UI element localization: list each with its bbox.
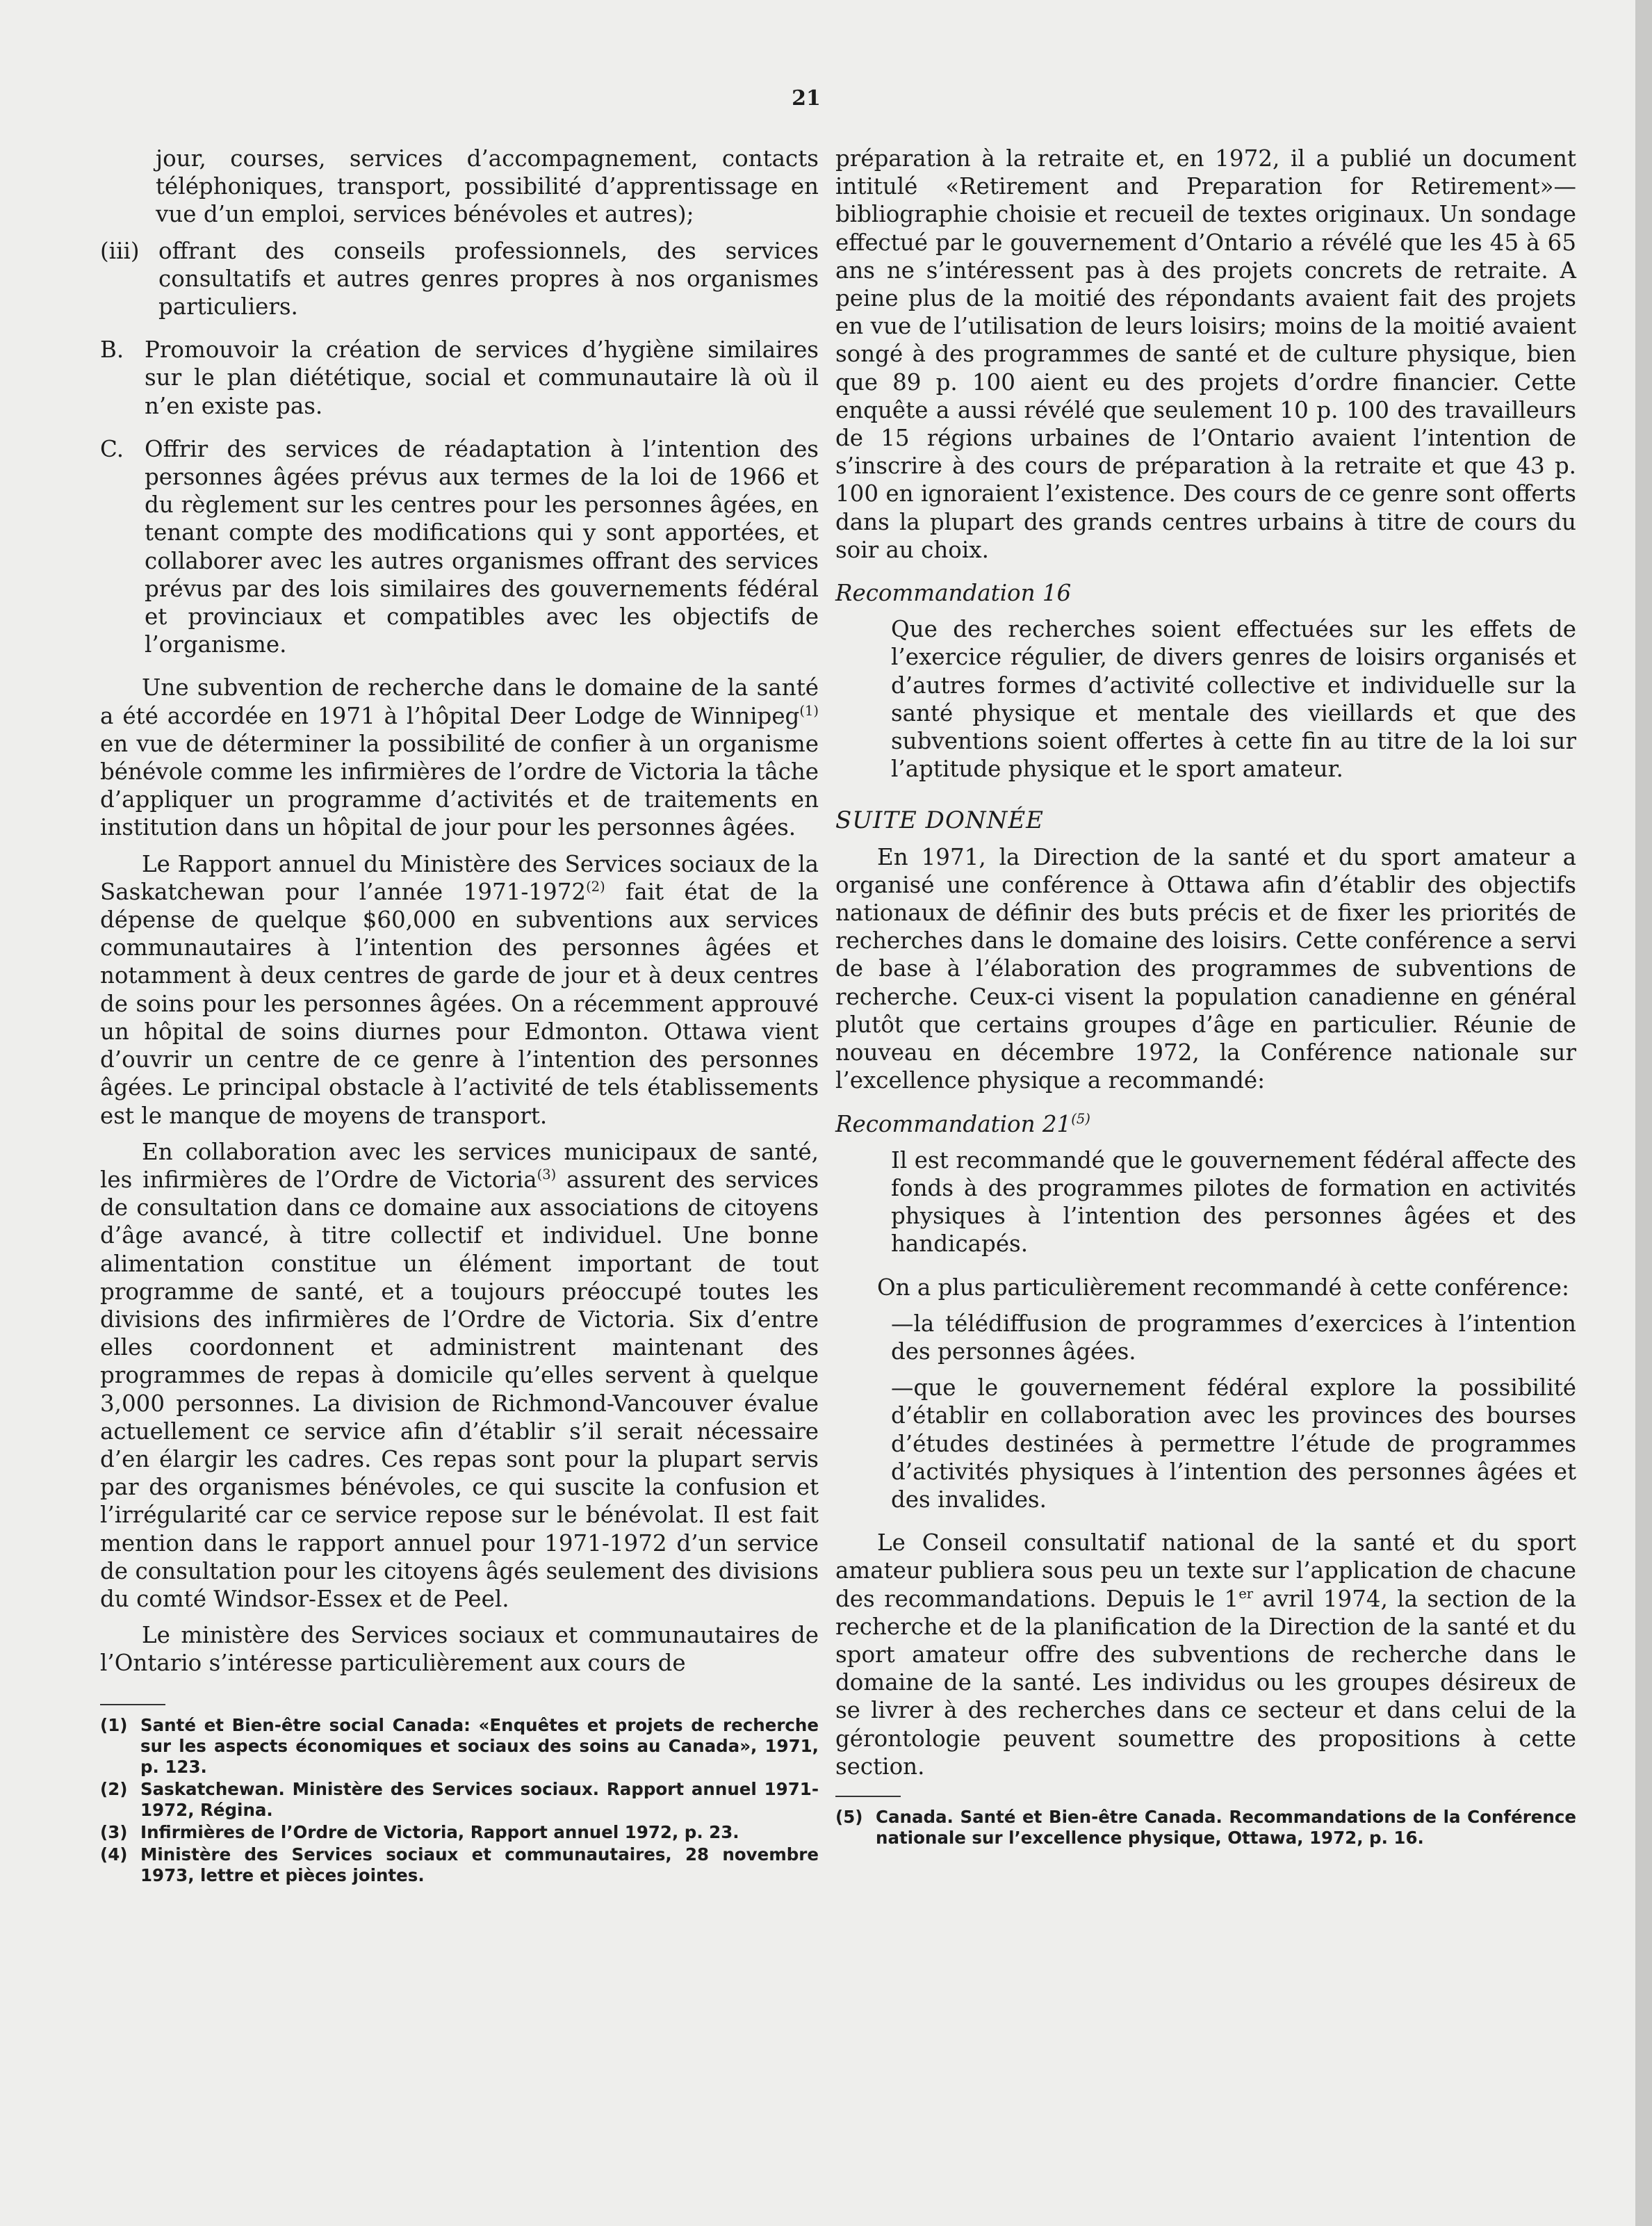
paragraph: On a plus particulièrement recommandé à cette conférence: (877, 1274, 1569, 1301)
list-continuation: jour, courses, services d’accompagnement, contacts téléphoniques, transport, possibilité d’apprentissage en vue d’un emploi, services bénévoles et autres); (156, 145, 819, 228)
list-text: Promouvoir la création de services d’hygiène similaires sur le plan diététique, social et communautaire là où il n’en existe pas. (145, 336, 819, 419)
list-item-c (100, 435, 819, 659)
superscript: er (1238, 1585, 1254, 1602)
list-item-b (100, 336, 819, 420)
paragraph: En 1971, la Direction de la santé et du sport amateur a organisé une conférence à Ottawa afin d’établir des objectifs nationaux de définir des buts précis et de fixer les priorités de recherches dans le domaine des loisirs. Cette conférence a servi de base à l’élaboration des programmes de subventions de recherche. Ceux-ci visent la population canadienne en général plutôt que certains groupes d’âge en particulier. Réunie de nouveau en décembre 1972, la Conférence nationale sur l’excellence physique a recommandé: (835, 843, 1576, 1094)
footnote: (3) Infirmières de l’Ordre de Victoria, Rapport annuel 1972, p. 23. (100, 1821, 739, 1842)
footnote-divider (100, 1704, 165, 1705)
list-label: C. (100, 435, 124, 462)
list-label: (iii) (100, 237, 140, 264)
footnote: (2) Saskatchewan. Ministère des Services sociaux. Rapport annuel 1971-1972, Régina. (100, 1778, 819, 1820)
list-label: B. (100, 336, 124, 364)
paragraph: préparation à la retraite et, en 1972, il a publié un document intitulé «Retirement and Preparation for Retirement»—bibliographie choisie et recueil de textes originaux. Un sondage effectué par le gouvernement d’Ontario a révélé que les 45 à 65 ans ne s’intéressent pas à des projets concrets de retraite. A peine plus de la moitié des répondants avaient fait des projets en vue de l’utilisation de leurs loisirs; moins de la moitié avaient songé à des programmes de santé et de culture physique, bien que 89 p. 100 aient eu des projets d’ordre financier. Cette enquête a aussi révélé que seulement 10 p. 100 des travailleurs de 15 régions urbaines de l’Ontario avaient l’intention de s’inscrire à des cours de préparation à la retraite et que 43 p. 100 en ignoraient l’existence. Des cours de ce genre sont offerts dans la plupart des grands centres urbains à titre de cours du soir au choix. (835, 145, 1576, 563)
list-text: Offrir des services de réadaptation à l’intention des personnes âgées prévus aux termes de la loi de 1966 et du règlement sur les centres pour les personnes âgées, en tenant compte des modifications qui y sont apportées, et collaborer avec les autres organismes offrant des services prévus par des lois similaires des gouvernements fédéral et provinciaux et compatibles avec les objectifs de l’organisme. (145, 435, 819, 658)
recommendation-text: Que des recherches soient effectuées sur les effets de l’exercice régulier, de divers genres de loisirs organisés et d’autres formes d’activité collective et individuelle sur la santé physique et mentale des vieillards et que des subventions soient offertes à cette fin au titre de la loi sur l’aptitude physique et le sport amateur. (891, 616, 1576, 783)
footnote: (1) Santé et Bien-être social Canada: «Enquêtes et projets de recherche sur les aspects économiques et sociaux des soins au Canada», 1971, p. 123. (100, 1714, 819, 1777)
footnote: (5) Canada. Santé et Bien-être Canada. Recommandations de la Conférence nationale sur l’excellence physique, Ottawa, 1972, p. 16. (835, 1806, 1576, 1848)
paragraph: Une subvention de recherche dans le domaine de la santé a été accordée en 1971 à l’hôpital Deer Lodge de Winnipeg$^{(1)}$ en vue de déterminer la possibilité de confier à un organisme bénévole comme les infirmières de l’ordre de Victoria la tâche d’appliquer un programme d’activités et de traitements en institution dans un hôpital de jour pour les personnes âgées. (100, 674, 819, 841)
paragraph: Le Conseil consultatif national de la santé et du sport amateur publiera sous peu un texte sur l’application de chacune des recommandations. Depuis le 1er avril 1974, la section de la recherche et de la planification de la Direction de la santé et du sport amateur offre des subventions de recherche dans le domaine de la santé. Les individus ou les groupes désireux de se livrer à des recherches dans ce secteur et dans celui de la gérontologie peuvent soumettre des propositions à cette section. (835, 1529, 1576, 1780)
dash-item: —la télédiffusion de programmes d’exercices à l’intention des personnes âgées. (891, 1310, 1576, 1365)
recommendation-text: Il est recommandé que le gouvernement fédéral affecte des fonds à des programmes pilotes de formation en activités physiques à l’intention des personnes âgées et des handicapés. (891, 1146, 1576, 1258)
list-text: offrant des conseils professionnels, des services consultatifs et autres genres propres à nos organismes particuliers. (158, 237, 819, 320)
right-column (835, 145, 1576, 1849)
dash-item: —que le gouvernement fédéral explore la possibilité d’établir en collaboration avec les provinces des bourses d’études destinées à permettre l’étude de programmes d’activités physiques à l’intention des personnes âgées et des invalides. (891, 1374, 1576, 1513)
paragraph: En collaboration avec les services municipaux de santé, les infirmières de l’Ordre de Victoria$^{(3)}$ assurent des services de consultation dans ce domaine aux associations de citoyens d’âge avancé, à titre collectif et individuel. Une bonne alimentation constitue un élément important de tout programme de santé, et a toujours préoccupé toutes les divisions des infirmières de l’Ordre de Victoria. Six d’entre elles coordonnent et administrent maintenant des programmes de repas à domicile qu’elles servent à quelque 3,000 personnes. La division de Richmond-Vancouver évalue actuellement ce service afin d’établir s’il serait nécessaire d’en élargir les cadres. Ces repas sont pour la plupart servis par des organismes bénévoles, ce qui suscite la confusion et l’irrégularité car ce service repose sur le bénévolat. Il est fait mention dans le rapport annuel pour 1971-1972 d’un service de consultation pour les citoyens âgés seulement des divisions du comté Windsor-Essex et de Peel. (100, 1138, 819, 1612)
list-item-iii (100, 237, 819, 321)
paragraph: Le ministère des Services sociaux et communautaires de l’Ontario s’intéresse particulièrement aux cours de (100, 1622, 819, 1677)
footnotes (100, 1715, 819, 1886)
page-number: 21 (792, 86, 821, 111)
recommendation-heading: Recommandation 21$^{(5)}$ (835, 1110, 1090, 1137)
footnotes (835, 1807, 1576, 1849)
section-heading: SUITE DONNÉE (835, 806, 1044, 835)
page-edge (1635, 0, 1652, 2226)
footnote-ref: (3) (537, 1167, 557, 1183)
footnote: (4) Ministère des Services sociaux et communautaires, 28 novembre 1973, lettre et pièces jointes. (100, 1844, 819, 1885)
footnote-ref: (1) (799, 702, 819, 719)
footnote-divider (835, 1796, 901, 1797)
footnote-ref: (5) (1071, 1110, 1090, 1127)
recommendation-heading: Recommandation 16 (835, 580, 1072, 607)
paragraph: Le Rapport annuel du Ministère des Services sociaux de la Saskatchewan pour l’année 1971-1972$^{(2)}$ fait état de la dépense de quelque $60,000 en subventions aux services communautaires à l’intention des personnes âgées et notamment à deux centres de garde de jour et à deux centres de soins pour les personnes âgées. On a récemment approuvé un hôpital de soins diurnes pour Edmonton. Ottawa vient d’ouvrir un centre de ce genre à l’intention des personnes âgées. Le principal obstacle à l’activité de tels établissements est le manque de moyens de transport. (100, 850, 819, 1129)
footnote-ref: (2) (586, 879, 605, 895)
left-column (100, 145, 819, 1886)
